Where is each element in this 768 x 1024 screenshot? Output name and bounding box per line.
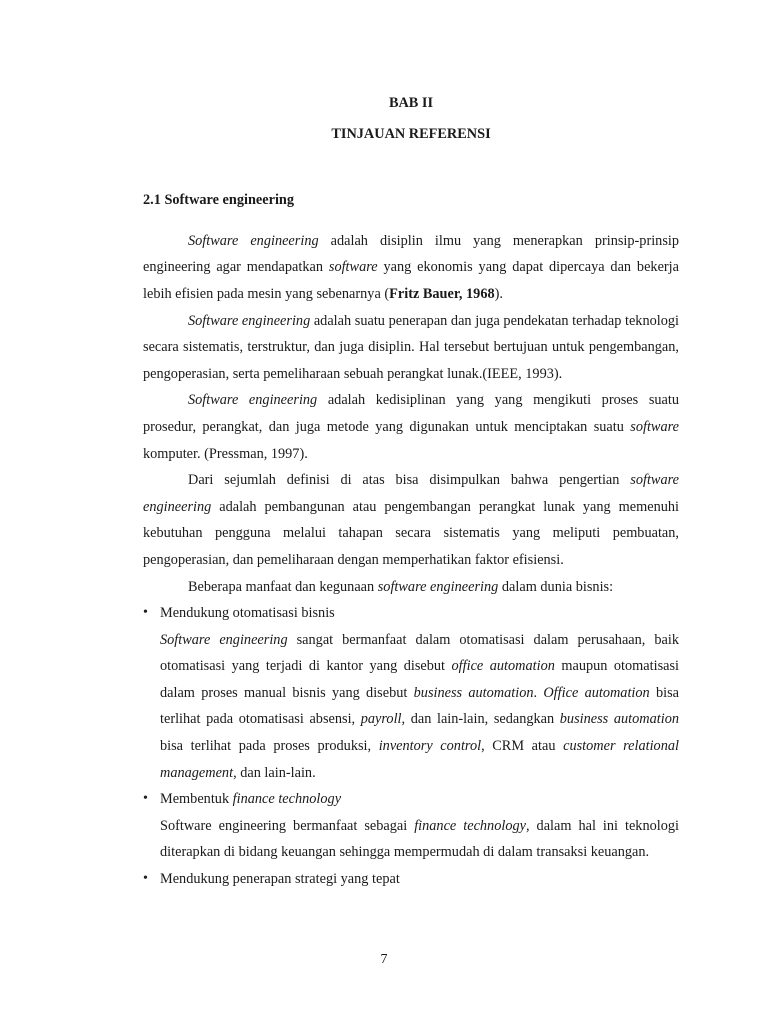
italic-text: software engineering <box>143 472 679 515</box>
italic-text: finance technology <box>414 817 526 834</box>
italic-text: software engineering <box>377 578 499 595</box>
text-run: adalah kedisiplinan yang yang mengikuti proses suatu prosedur, perangkat, dan juga metode yang digunakan untuk menciptakan suatu <box>143 392 679 435</box>
text-run: . <box>533 684 544 701</box>
italic-text: payroll <box>360 711 402 728</box>
bold-text: Fritz Bauer, 1968 <box>389 285 495 302</box>
italic-text: Software engineering <box>188 392 318 409</box>
italic-text: customer relational management <box>160 738 679 781</box>
text-run: dalam dunia bisnis: <box>498 578 614 595</box>
page-number: 7 <box>380 952 388 967</box>
list-item <box>143 600 679 786</box>
list-item-heading <box>160 866 679 893</box>
list-item-heading <box>160 786 679 813</box>
text-run: maupun otomatisasi dalam proses manual bisnis yang disebut <box>160 658 680 701</box>
text-run: , CRM atau <box>481 738 564 755</box>
text-run: , dan lain-lain. <box>233 764 316 781</box>
text-run: ). <box>494 285 503 302</box>
text-run: yang ekonomis yang dapat dipercaya dan bekerja lebih efisien pada mesin yang sebenarnya ( <box>143 259 679 302</box>
text-run: , dan lain-lain, sedangkan <box>401 711 560 728</box>
bullet-icon: • <box>143 605 148 621</box>
text-run: adalah disiplin ilmu yang menerapkan prinsip-prinsip engineering agar mendapatkan <box>143 232 680 276</box>
text-run: bisa terlihat pada proses produksi, <box>160 738 379 755</box>
italic-text: Office automation <box>543 684 650 701</box>
text-run: bisa terlihat pada otomatisasi absensi, <box>160 684 680 728</box>
page-content <box>143 90 679 893</box>
paragraph <box>143 467 679 573</box>
section-heading: 2.1 Software engineering <box>143 192 295 209</box>
text-run: , dalam hal ini teknologi diterapkan di bidang keuangan sehingga mempermudah di dalam transaksi keuangan. <box>160 817 679 861</box>
italic-text: business automation <box>413 684 534 701</box>
text-run: Mendukung otomatisasi bisnis <box>160 605 335 622</box>
text-run: Dari sejumlah definisi di atas bisa disimpulkan bahwa pengertian <box>188 472 631 489</box>
benefits-list <box>143 600 679 893</box>
italic-text: inventory control <box>378 738 482 755</box>
list-item-heading <box>160 600 679 627</box>
text-run: adalah suatu penerapan dan juga pendekatan terhadap teknologi secara sistematis, terstruktur, dan juga disiplin. Hal tersebut bertujuan untuk pengembangan, pengoperasian, serta pemeliharaan sebuah perangkat lunak.(IEEE, 1993). <box>143 312 679 382</box>
italic-text: business automation <box>559 711 679 728</box>
italic-text: Software engineering <box>188 232 319 249</box>
paragraph <box>143 574 679 601</box>
chapter-title: BAB II <box>388 95 434 111</box>
list-item-body <box>160 627 679 787</box>
italic-text: software <box>328 259 378 276</box>
italic-text: office automation <box>451 658 555 675</box>
bullet-icon: • <box>143 871 148 887</box>
bullet-icon: • <box>143 791 148 807</box>
paragraph <box>143 387 679 467</box>
text-run: sangat bermanfaat dalam otomatisasi dalam perusahaan, baik otomatisasi yang terjadi di kantor yang disebut <box>160 631 679 675</box>
list-item <box>143 786 679 866</box>
list-item <box>143 866 679 893</box>
italic-text: Software engineering <box>160 631 288 648</box>
paragraph <box>143 308 679 388</box>
italic-text: finance technology <box>232 791 342 808</box>
text-run: komputer. (Pressman, 1997). <box>143 445 308 462</box>
text-run: Beberapa manfaat dan kegunaan <box>188 578 378 595</box>
text-run: adalah pembangunan atau pengembangan perangkat lunak yang memenuhi kebutuhan pengguna melalui tahapan secara sistematis yang meliputi pembuatan, pengoperasian, dan pemeliharaan dengan memperhatikan faktor efisiensi. <box>143 498 679 568</box>
italic-text: Software engineering <box>188 312 311 329</box>
paragraph <box>143 228 679 308</box>
italic-text: software <box>630 418 679 435</box>
list-item-body <box>160 813 679 866</box>
text-run: Mendukung penerapan strategi yang tepat <box>160 871 400 888</box>
chapter-subtitle: TINJAUAN REFERENSI <box>331 125 491 142</box>
text-run: Membentuk <box>160 791 233 808</box>
text-run: Software engineering bermanfaat sebagai <box>160 817 415 834</box>
